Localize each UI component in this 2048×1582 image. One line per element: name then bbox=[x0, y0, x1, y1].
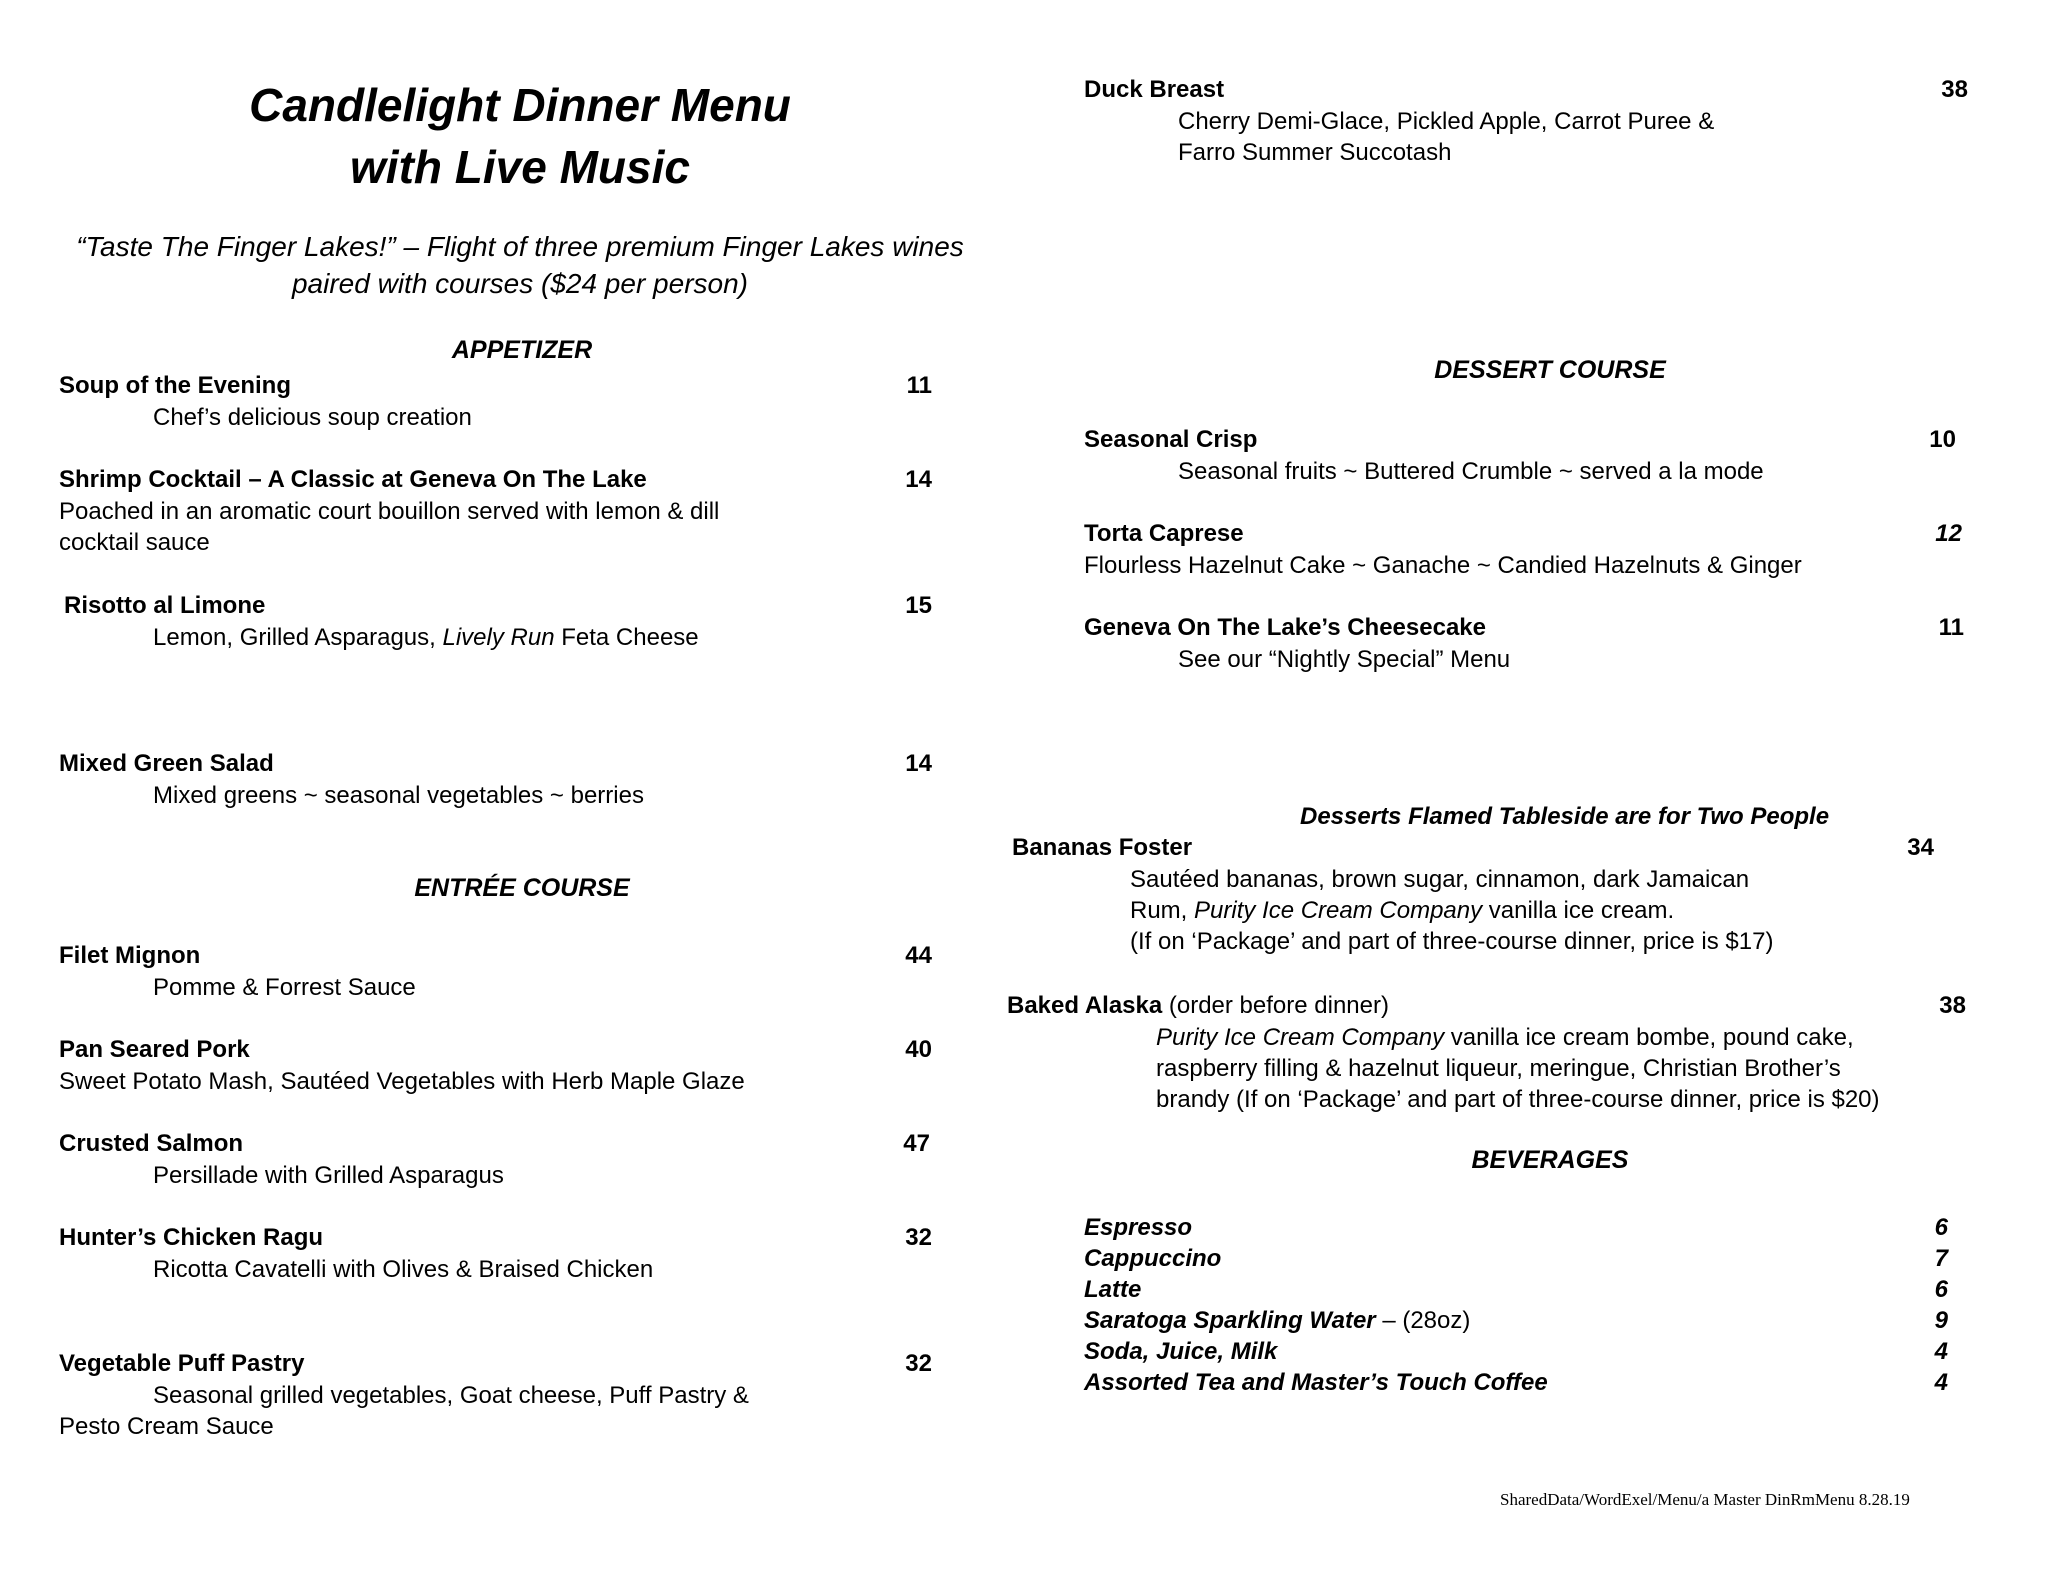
item-filet-desc: Pomme & Forrest Sauce bbox=[153, 974, 416, 1001]
item-pork-desc: Sweet Potato Mash, Sautéed Vegetables with Herb Maple Glaze bbox=[59, 1068, 745, 1095]
item-pastry-name: Vegetable Puff Pastry bbox=[59, 1350, 305, 1377]
item-shrimp-desc-line2: cocktail sauce bbox=[59, 529, 210, 556]
item-risotto-desc: Lemon, Grilled Asparagus, Lively Run Feta Cheese bbox=[153, 624, 699, 651]
tagline-line1: “Taste The Finger Lakes!” – Flight of three premium Finger Lakes wines bbox=[76, 231, 964, 262]
item-risotto-price: 15 bbox=[905, 592, 932, 619]
footer-file-path: SharedData/WordExel/Menu/a Master DinRmMenu 8.28.19 bbox=[1500, 1490, 1910, 1509]
item-shrimp-price: 14 bbox=[905, 466, 932, 493]
item-pastry-desc-line2: Pesto Cream Sauce bbox=[59, 1413, 274, 1440]
beverage-price: 4 bbox=[1934, 1338, 1948, 1365]
item-alaska-desc-line3: brandy (If on ‘Package’ and part of three-course dinner, price is $20) bbox=[1156, 1086, 1880, 1113]
item-pastry-price: 32 bbox=[905, 1350, 932, 1377]
item-cheesecake-price: 11 bbox=[1938, 614, 1964, 641]
entree-heading: ENTRÉE COURSE bbox=[414, 874, 630, 902]
item-soup-price: 11 bbox=[906, 372, 932, 399]
item-soup-name: Soup of the Evening bbox=[59, 372, 291, 399]
appetizer-heading: APPETIZER bbox=[451, 336, 593, 364]
item-duck-name: Duck Breast bbox=[1084, 76, 1225, 103]
beverages-heading: BEVERAGES bbox=[1471, 1146, 1629, 1174]
beverage-name: Espresso bbox=[1084, 1214, 1193, 1241]
item-filet-name: Filet Mignon bbox=[59, 942, 201, 969]
item-pork-price: 40 bbox=[905, 1036, 932, 1063]
item-pastry-desc-line1: Seasonal grilled vegetables, Goat cheese, Puff Pastry & bbox=[153, 1382, 749, 1409]
item-chicken-price: 32 bbox=[905, 1224, 932, 1251]
item-chicken-desc: Ricotta Cavatelli with Olives & Braised Chicken bbox=[153, 1256, 654, 1283]
item-filet-price: 44 bbox=[905, 942, 932, 969]
item-salmon-desc: Persillade with Grilled Asparagus bbox=[153, 1162, 504, 1189]
item-salad-desc: Mixed greens ~ seasonal vegetables ~ berries bbox=[153, 782, 644, 809]
dessert-heading: DESSERT COURSE bbox=[1434, 356, 1666, 384]
flamed-desserts-block bbox=[1007, 820, 1966, 1120]
item-duck-desc-line1: Cherry Demi-Glace, Pickled Apple, Carrot Puree & bbox=[1178, 108, 1715, 135]
beverage-name: Soda, Juice, Milk bbox=[1084, 1338, 1278, 1365]
item-chicken-name: Hunter’s Chicken Ragu bbox=[59, 1224, 324, 1251]
item-shrimp-name: Shrimp Cocktail – A Classic at Geneva On The Lake bbox=[59, 466, 647, 493]
item-duck-desc-line2: Farro Summer Succotash bbox=[1178, 139, 1452, 166]
item-salad-price: 14 bbox=[905, 750, 932, 777]
beverage-price: 9 bbox=[1934, 1307, 1948, 1334]
beverage-price: 6 bbox=[1934, 1276, 1948, 1303]
beverage-price: 4 bbox=[1934, 1369, 1948, 1396]
menu-title-line1: Candlelight Dinner Menu bbox=[249, 79, 791, 131]
item-pork-name: Pan Seared Pork bbox=[59, 1036, 250, 1063]
item-foster-desc-line2: Rum, Purity Ice Cream Company vanilla ice cream. bbox=[1130, 897, 1675, 924]
item-crisp-price: 10 bbox=[1929, 426, 1956, 453]
item-alaska-title: Baked Alaska (order before dinner) bbox=[1007, 992, 1389, 1019]
item-foster-desc-line1: Sautéed bananas, brown sugar, cinnamon, dark Jamaican bbox=[1130, 866, 1750, 893]
item-foster-price: 34 bbox=[1907, 834, 1934, 861]
tagline-line2: paired with courses ($24 per person) bbox=[291, 268, 748, 299]
item-alaska-desc-line2: raspberry filling & hazelnut liqueur, meringue, Christian Brother’s bbox=[1156, 1055, 1841, 1082]
item-torta-desc: Flourless Hazelnut Cake ~ Ganache ~ Candied Hazelnuts & Ginger bbox=[1084, 552, 1802, 579]
beverage-price: 7 bbox=[1934, 1245, 1948, 1272]
item-alaska-desc-line1: Purity Ice Cream Company vanilla ice cream bombe, pound cake, bbox=[1156, 1024, 1854, 1051]
item-risotto-name: Risotto al Limone bbox=[64, 592, 266, 619]
beverage-name: Saratoga Sparkling Water – (28oz) bbox=[1084, 1307, 1471, 1334]
item-alaska-price: 38 bbox=[1939, 992, 1966, 1019]
item-salmon-name: Crusted Salmon bbox=[59, 1130, 244, 1157]
item-duck-price: 38 bbox=[1941, 76, 1968, 103]
item-cheesecake-desc: See our “Nightly Special” Menu bbox=[1178, 646, 1511, 673]
item-crisp-name: Seasonal Crisp bbox=[1084, 426, 1258, 453]
beverage-name: Cappuccino bbox=[1084, 1245, 1222, 1272]
item-torta-price: 12 bbox=[1935, 520, 1962, 547]
menu-title-line2: with Live Music bbox=[350, 141, 690, 193]
item-salad-name: Mixed Green Salad bbox=[59, 750, 274, 777]
beverage-name: Latte bbox=[1084, 1276, 1142, 1303]
item-foster-desc-line3: (If on ‘Package’ and part of three-course dinner, price is $17) bbox=[1130, 928, 1774, 955]
item-soup-desc: Chef’s delicious soup creation bbox=[153, 404, 472, 431]
item-shrimp-desc-line1: Poached in an aromatic court bouillon served with lemon & dill bbox=[59, 498, 720, 525]
flamed-desserts-heading: Desserts Flamed Tableside are for Two People bbox=[1300, 803, 1830, 830]
beverage-price: 6 bbox=[1934, 1214, 1948, 1241]
item-crisp-desc: Seasonal fruits ~ Buttered Crumble ~ served a la mode bbox=[1178, 458, 1764, 485]
beverage-name: Assorted Tea and Master’s Touch Coffee bbox=[1084, 1369, 1548, 1396]
item-cheesecake-name: Geneva On The Lake’s Cheesecake bbox=[1084, 614, 1486, 641]
item-torta-name: Torta Caprese bbox=[1084, 520, 1244, 547]
item-salmon-price: 47 bbox=[903, 1130, 930, 1157]
item-foster-name: Bananas Foster bbox=[1012, 834, 1193, 861]
